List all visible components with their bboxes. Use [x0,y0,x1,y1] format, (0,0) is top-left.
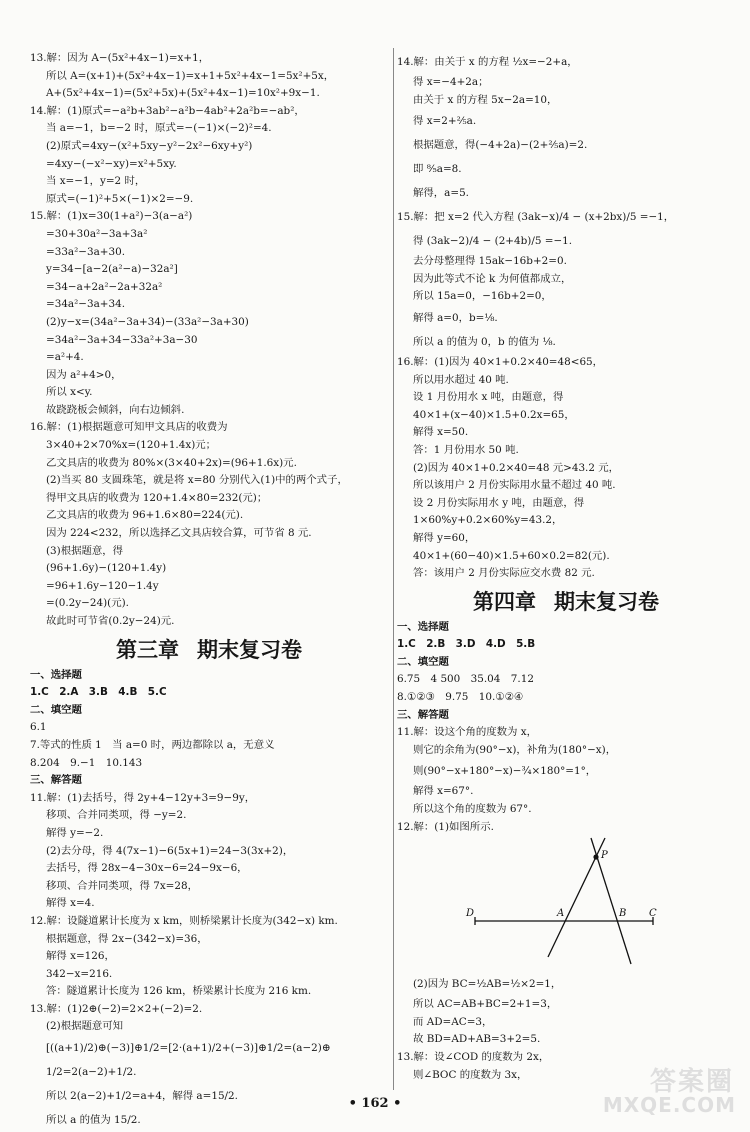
text-line: 所以 AC=AB+BC=2+1=3， [413,998,558,1011]
text-line: 故跷跷板会倾斜，向右边倾斜. [46,403,185,416]
watermark-logo [602,1061,740,1117]
text-line: 15.解：(1)x=30(1+a²)−3(a−a²) [30,210,193,223]
text-line: 解得，a=5. [413,187,469,200]
text-line: y=34−[a−2(a²−a)−32a²] [46,263,178,276]
text-line: 13.解：设∠COD 的度数为 2x， [397,1051,550,1063]
text-line: [((a+1)/2)⊕(−3)]⊕1/2=[2·(a+1)/2+(−3)]⊕1/2=(a−2)⊕ [46,1042,331,1055]
chapter-3-title [30,635,388,665]
text-line: 16.解：(1)根据题意可知甲文具店的收费为 [30,421,228,434]
text-line: 16.解：(1)因为 40×1+0.2×40=48<65， [397,355,604,368]
text-line: =96+1.6y−120−1.4y [46,579,159,592]
text-line: 1×60%y+0.2×60%y=43.2， [413,514,563,527]
text-line: 6.1 [30,721,47,734]
text-line: (2)根据题意可知 [46,1020,124,1033]
text-line: 40×1+(60−40)×1.5+60×0.2=82(元). [413,549,610,562]
text-line: 根据题意，得(−4+2a)−(2+⅖a)=2. [413,139,588,152]
text-line: 答：隧道累计长度为 126 km，桥梁累计长度为 216 km. [46,985,312,998]
text-line: 所以 x<y. [46,386,93,399]
text-line: (2)原式=4xy−(x²+5xy−y²−2x²−6xy+y²) [46,139,253,152]
text-line: 即 ⁸⁄₅a=8. [413,163,462,176]
text-line: 解得 x=67°. [413,785,474,798]
watermark-top: 答案圈 [649,1067,734,1097]
text-line: 移项、合并同类项，得 7x=28， [46,879,198,892]
text-line: 所以 a 的值为 0，b 的值为 ⅛. [413,335,556,348]
text-line: 去括号，得 28x−4−30x−6=24−9x−6， [46,862,248,875]
text-line: 解得 x=50. [413,426,469,439]
text-line: (2)因为 BC=½AB=½×2=1， [413,978,562,991]
text-line: 14.解：由关于 x 的方程 ½x=−2+a， [397,56,578,68]
text-line: (2)y−x=(34a²−3a+34)−(33a²−3a+30) [46,315,249,328]
watermark-bottom: MXQE.COM [602,1093,736,1117]
text-line: (3)根据题意，得 [46,544,124,557]
text-line: (2)当买 80 支圆珠笔，就是将 x=80 分别代入(1)中的两个式子， [46,474,348,487]
text-line: 乙文具店的收费为 80%×(3×40+2x)=(96+1.6x)元. [46,456,297,469]
text-line: 所以 15a=0，−16b+2=0， [413,290,552,303]
text-line: 根据题意，得 2x−(342−x)=36， [46,932,208,945]
text-line: (2)去分母，得 4(7x−1)−6(5x+1)=24−3(3x+2)， [46,844,294,857]
text-line: 原式=(−1)²+5×(−1)×2=−9. [46,192,194,205]
text-line: 所以用水超过 40 吨. [413,373,509,386]
text-line: 去分母整理得 15ak−16b+2=0. [413,255,567,268]
text-line: 答：该用户 2 月份实际应交水费 82 元. [413,567,595,580]
text-line: 故 BD=AD+AB=3+2=5. [413,1033,541,1046]
text-line: 40×1+(x−40)×1.5+0.2x=65， [413,408,575,421]
section-heading: 二、填空题 [30,703,82,716]
text-line: =34a²−3a+34. [46,298,126,311]
text-line: =34−a+2a²−2a+32a² [46,280,163,293]
text-line: 11.解：(1)去括号，得 2y+4−12y+3=9−9y， [30,791,256,804]
text-line: =30+30a²−3a+3a² [46,227,148,240]
text-line: (2)因为 40×1+0.2×40=48 元>43.2 元， [413,461,620,474]
text-line: 而 AD=AC=3， [413,1015,493,1028]
text-line: 由关于 x 的方程 5x−2a=10， [413,93,558,106]
text-line: 解得 x=126， [46,950,115,963]
column-divider [393,48,394,1090]
chapter-3-label: 第三章 [116,637,179,662]
text-line: 乙文具店的收费为 96+1.6×80=224(元). [46,509,244,522]
section-heading: 一、选择题 [397,620,449,633]
text-line: 答：1 月份用水 50 吨. [413,443,519,456]
text-line: 得 x=−4+2a； [413,76,489,88]
text-line: 因为 224<232，所以选择乙文具店较合算，可节省 8 元. [46,527,312,540]
geometry-figure [397,836,735,972]
point-p [593,855,598,860]
text-line: (96+1.6y)−(120+1.4y) [46,562,167,575]
text-line: =4xy−(−x²−xy)=x²+5xy. [46,157,177,170]
geometry-figure-svg [397,836,735,972]
right-column [397,50,735,1084]
text-line: A+(5x²+4x−1)=(5x²+5x)+(5x²+4x−1)=10x²+9x−1. [46,87,320,100]
text-line: 1/2=2(a−2)+1/2. [46,1066,137,1079]
text-line: 3×40+2×70%x=(120+1.4x)元； [46,439,217,452]
text-line: 11.解：设这个角的度数为 x， [397,726,537,739]
chapter-4-title [397,587,735,617]
text-line: 则∠BOC 的度数为 3x， [413,1068,528,1081]
text-line: 得 x=2+⅖a. [413,115,477,128]
label-p: P [601,850,608,862]
section-heading: 一、选择题 [30,668,82,681]
text-line: 所以该用户 2 月份实际用水量不超过 40 吨. [413,479,616,492]
text-line: 得甲文具店的收费为 120+1.4×80=232(元)； [46,491,268,504]
text-line: 1.C 2.B 3.D 4.D 5.B [397,638,536,651]
text-line: 设 2 月份实际用水 y 吨，由题意，得 [413,496,585,509]
text-line: 12.解：设隧道累计长度为 x km，则桥梁累计长度为(342−x) km. [30,914,338,927]
text-line: 解得 y=−2. [46,826,104,839]
text-line: 当 x=−1，y=2 时， [46,175,146,188]
chapter-3-subtitle: 期末复习卷 [197,637,302,662]
text-line: 342−x=216. [46,967,113,980]
text-line: 12.解：(1)如图所示. [397,820,494,833]
text-line: 15.解：把 x=2 代入方程 (3ak−x)/4 − (x+2bx)/5 =−1， [397,211,675,224]
text-line: 则(90°−x+180°−x)−¾×180°=1°， [413,765,597,778]
text-line: 6.75 4 500 35.04 7.12 [397,673,534,686]
chapter-4-subtitle: 期末复习卷 [554,589,659,614]
text-line: 所以 a 的值为 15/2. [46,1114,141,1127]
text-line: 所以这个角的度数为 67°. [413,803,532,816]
text-line: 解得 y=60， [413,531,476,544]
text-line: 移项、合并同类项，得 −y=2. [46,809,187,822]
text-line: =34a²−3a+34−33a²+3a−30 [46,333,198,346]
text-line: 8.①②③ 9.75 10.①②④ [397,691,524,704]
text-line: 7.等式的性质 1 当 a=0 时，两边都除以 a，无意义 [30,738,275,751]
chapter-4-label: 第四章 [473,589,536,614]
section-heading: 三、解答题 [30,774,82,787]
text-line: 得 (3ak−2)/4 − (2+4b)/5 =−1. [413,235,573,248]
section-heading: 三、解答题 [397,708,449,721]
text-line: 13.解：因为 A−(5x²+4x−1)=x+1， [30,52,210,64]
text-line: 解得 x=4. [46,897,95,910]
text-line: 因为 a²+4>0， [46,368,122,381]
text-line: 因为此等式不论 k 为何值都成立， [413,272,572,285]
text-line: 故此时可节省(0.2y−24)元. [46,615,175,627]
text-line: 解得 a=0，b=⅛. [413,311,498,324]
left-column [30,50,388,1132]
text-line: =33a²−3a+30. [46,245,126,258]
text-line: 1.C 2.A 3.B 4.B 5.C [30,686,167,699]
text-line: =(0.2y−24)(元). [46,597,129,610]
page-number: • 162 • [348,1096,402,1111]
text-line: 则它的余角为(90°−x)，补角为(180°−x)， [413,743,617,756]
text-line: 所以 A=(x+1)+(5x²+4x−1)=x+1+5x²+4x−1=5x²+5x， [46,69,335,82]
section-heading: 二、填空题 [397,655,449,668]
text-line: 14.解：(1)原式=−a²b+3ab²−a²b−4ab²+2a²b=−ab²， [30,104,305,117]
text-line: 13.解：(1)2⊕(−2)=2×2+(−2)=2. [30,1002,203,1015]
label-c: C [649,908,657,920]
text-line: 8.204 9.−1 10.143 [30,756,143,769]
label-b: B [619,908,627,920]
text-line: 设 1 月份用水 x 吨，由题意，得 [413,391,564,404]
label-d: D [466,908,475,920]
label-a: A [557,908,565,920]
text-line: =a²+4. [46,351,84,364]
text-line: 所以 2(a−2)+1/2=a+4，解得 a=15/2. [46,1090,238,1103]
text-line: 当 a=−1，b=−2 时，原式=−(−1)×(−2)²=4. [46,122,272,135]
